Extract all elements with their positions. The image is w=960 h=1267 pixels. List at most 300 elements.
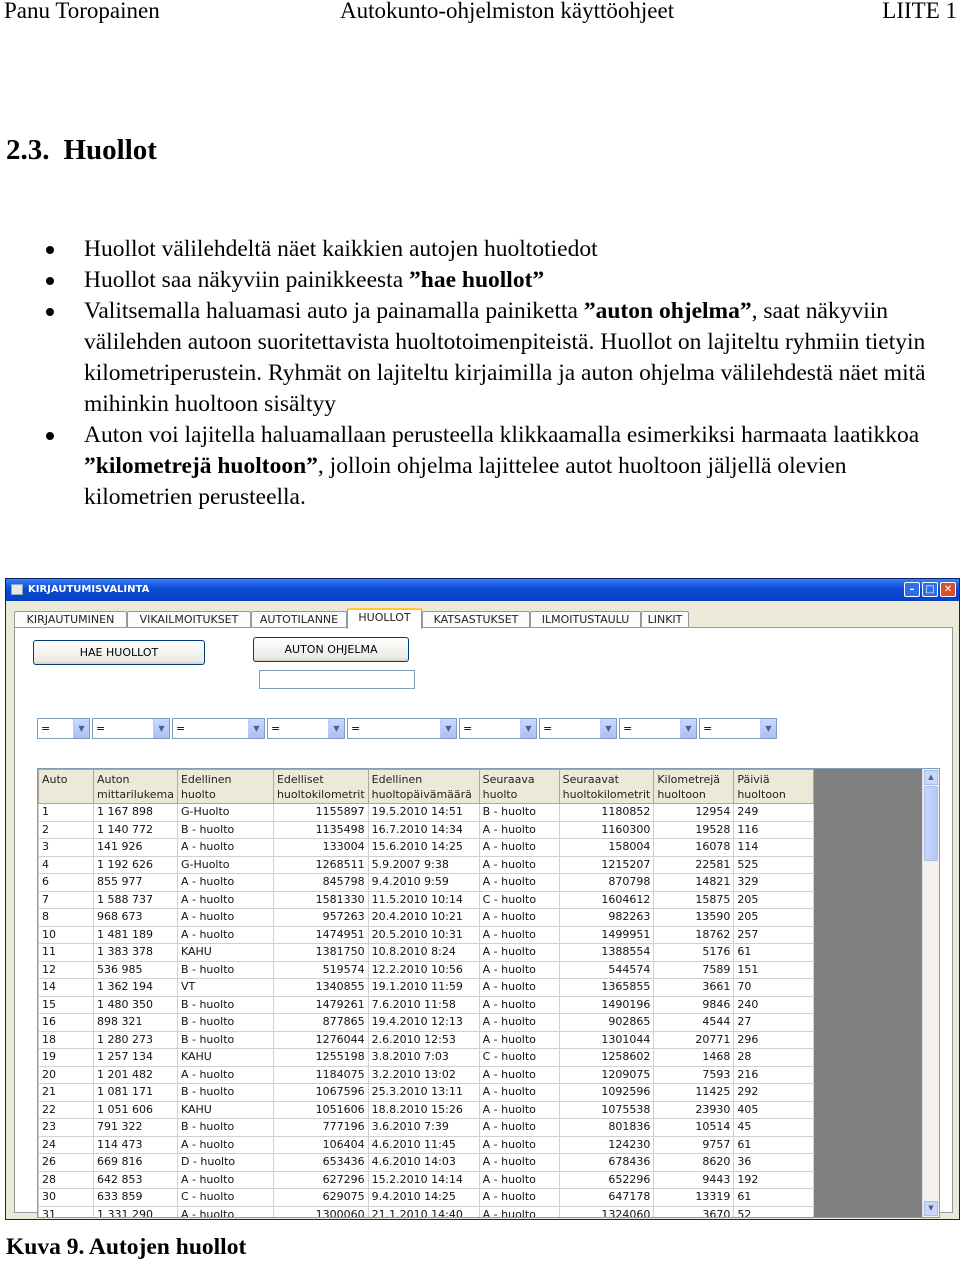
table-row[interactable] — [39, 1136, 814, 1154]
table-cell[interactable]: A - huolto — [177, 909, 273, 927]
table-cell[interactable]: A - huolto — [479, 821, 559, 839]
table-cell[interactable]: 678436 — [559, 1154, 654, 1172]
table-cell[interactable]: 15.6.2010 14:25 — [368, 839, 479, 857]
table-cell[interactable]: 1300060 — [273, 1206, 368, 1218]
table-cell[interactable]: 141 926 — [94, 839, 178, 857]
filter-select[interactable] — [172, 718, 265, 739]
chevron-down-icon[interactable]: ▼ — [248, 719, 264, 738]
table-cell[interactable]: 791 322 — [94, 1119, 178, 1137]
table-cell[interactable]: 1340855 — [273, 979, 368, 997]
tab-kirjautuminen[interactable]: KIRJAUTUMINEN — [14, 611, 127, 628]
table-cell[interactable]: 11.5.2010 10:14 — [368, 891, 479, 909]
table-cell[interactable]: 10 — [39, 926, 94, 944]
table-cell[interactable]: 898 321 — [94, 1014, 178, 1032]
column-header[interactable]: Kilometrejä huoltoon — [654, 770, 734, 804]
table-cell[interactable]: 24 — [39, 1136, 94, 1154]
bullet-item: Valitsemalla haluamasi auto ja painamalla painiketta ”auton ohjelma”, saat näkyviin välilehden autoon suoritettavista huoltotoimenpiteistä. Huollot on lajiteltu ryhmiin tietyin kilometriperustein. Ryhmät on lajiteltu kirjaimilla ja auton ohjelma välilehdestä näet mitä mihinkin huoltoon sisältyy — [0, 296, 960, 420]
table-cell[interactable]: 133004 — [273, 839, 368, 857]
tab-huollot[interactable]: HUOLLOT — [347, 608, 422, 629]
table-cell[interactable]: A - huolto — [177, 874, 273, 892]
chevron-down-icon[interactable]: ▼ — [600, 719, 616, 738]
filter-select[interactable] — [619, 718, 697, 739]
table-cell[interactable]: 296 — [734, 1031, 814, 1049]
table-cell[interactable]: 902865 — [559, 1014, 654, 1032]
close-icon[interactable]: ✕ — [940, 582, 956, 597]
table-cell[interactable]: 2.6.2010 12:53 — [368, 1031, 479, 1049]
table-cell[interactable]: 2 — [39, 821, 94, 839]
bullet-item: Auton voi lajitella haluamallaan perusteella klikkaamalla esimerkiksi harmaata laatikkoa ”kilometrejä huoltoon”, jolloin ohjelma lajittelee autot huoltoon jäljellä olevien kilometrien perusteella. — [0, 420, 960, 513]
table-cell[interactable]: 1135498 — [273, 821, 368, 839]
table-cell[interactable]: A - huolto — [479, 1189, 559, 1207]
table-cell[interactable]: 1255198 — [273, 1049, 368, 1067]
scroll-thumb[interactable] — [924, 786, 938, 861]
table-cell[interactable]: 292 — [734, 1084, 814, 1102]
table-cell[interactable]: A - huolto — [479, 1031, 559, 1049]
bullet-dot — [46, 432, 54, 440]
table-cell[interactable]: 1 — [39, 804, 94, 822]
table-cell[interactable]: 629075 — [273, 1189, 368, 1207]
table-row[interactable] — [39, 1031, 814, 1049]
table-cell[interactable]: 801836 — [559, 1119, 654, 1137]
column-header[interactable]: Päiviä huoltoon — [734, 770, 814, 804]
column-header[interactable]: Auton mittarilukema — [94, 770, 178, 804]
table-cell[interactable]: 257 — [734, 926, 814, 944]
table-cell[interactable]: 9.4.2010 14:25 — [368, 1189, 479, 1207]
table-cell[interactable]: 1 192 626 — [94, 856, 178, 874]
chevron-down-icon[interactable]: ▼ — [73, 719, 89, 738]
table-cell[interactable]: 114 — [734, 839, 814, 857]
chevron-down-icon[interactable]: ▼ — [440, 719, 456, 738]
table-cell[interactable]: VT — [177, 979, 273, 997]
table-cell[interactable]: 1474951 — [273, 926, 368, 944]
table-cell[interactable]: 1184075 — [273, 1066, 368, 1084]
filter-value: = — [41, 722, 51, 735]
table-cell[interactable]: C - huolto — [479, 1049, 559, 1067]
table-cell[interactable]: KAHU — [177, 1049, 273, 1067]
filter-select[interactable] — [267, 718, 345, 739]
header-author: Panu Toropainen — [4, 0, 160, 23]
table-cell[interactable]: G-Huolto — [177, 804, 273, 822]
table-cell[interactable]: B - huolto — [177, 1031, 273, 1049]
table-cell[interactable]: 4 — [39, 856, 94, 874]
table-cell[interactable]: 20 — [39, 1066, 94, 1084]
table-cell[interactable]: 4.6.2010 14:03 — [368, 1154, 479, 1172]
table-cell[interactable]: 1180852 — [559, 804, 654, 822]
table-cell[interactable]: 7.6.2010 11:58 — [368, 996, 479, 1014]
table-row[interactable] — [39, 804, 814, 822]
table-cell[interactable]: A - huolto — [177, 839, 273, 857]
window-title: KIRJAUTUMISVALINTA — [28, 584, 150, 595]
table-cell[interactable]: 3.8.2010 7:03 — [368, 1049, 479, 1067]
table-cell[interactable]: 1067596 — [273, 1084, 368, 1102]
table-cell[interactable]: 11 — [39, 944, 94, 962]
auton-ohjelma-button[interactable]: AUTON OHJELMA — [253, 637, 409, 662]
table-cell[interactable]: 15.2.2010 14:14 — [368, 1171, 479, 1189]
filter-value: = — [703, 722, 713, 735]
chevron-down-icon[interactable]: ▼ — [680, 719, 696, 738]
column-header[interactable]: Edellinen huoltopäivämäärä — [368, 770, 479, 804]
table-cell[interactable]: 1490196 — [559, 996, 654, 1014]
table-cell[interactable]: C - huolto — [479, 891, 559, 909]
table-cell[interactable]: 19.5.2010 14:51 — [368, 804, 479, 822]
filter-select[interactable] — [459, 718, 537, 739]
table-cell[interactable]: 61 — [734, 944, 814, 962]
table-cell[interactable]: A - huolto — [479, 1014, 559, 1032]
table-cell[interactable]: 23 — [39, 1119, 94, 1137]
table-cell[interactable]: 36 — [734, 1154, 814, 1172]
table-cell[interactable]: 20771 — [654, 1031, 734, 1049]
table-cell[interactable]: 647178 — [559, 1189, 654, 1207]
table-cell[interactable]: 14 — [39, 979, 94, 997]
bullet-dot — [46, 277, 54, 285]
table-cell[interactable]: 7589 — [654, 961, 734, 979]
table-cell[interactable]: A - huolto — [479, 1119, 559, 1137]
table-cell[interactable]: 1 201 482 — [94, 1066, 178, 1084]
column-header[interactable]: Edelliset huoltokilometrit — [273, 770, 368, 804]
table-cell[interactable]: 4.6.2010 11:45 — [368, 1136, 479, 1154]
table-cell[interactable]: 1051606 — [273, 1101, 368, 1119]
table-cell[interactable]: 205 — [734, 909, 814, 927]
table-cell[interactable]: 1276044 — [273, 1031, 368, 1049]
tab-ilmoitustaulu[interactable]: ILMOITUSTAULU — [530, 611, 641, 628]
section-heading — [6, 134, 157, 167]
table-cell[interactable]: 519574 — [273, 961, 368, 979]
table-row[interactable] — [39, 1119, 814, 1137]
filter-value: = — [463, 722, 473, 735]
table-cell[interactable]: 13319 — [654, 1189, 734, 1207]
table-cell[interactable]: 653436 — [273, 1154, 368, 1172]
table-cell[interactable]: 777196 — [273, 1119, 368, 1137]
table-cell[interactable]: A - huolto — [479, 1136, 559, 1154]
table-row[interactable] — [39, 1049, 814, 1067]
table-cell[interactable]: 11425 — [654, 1084, 734, 1102]
table-cell[interactable]: 870798 — [559, 874, 654, 892]
table-row[interactable] — [39, 839, 814, 857]
hae-huollot-button[interactable]: HAE HUOLLOT — [33, 640, 205, 665]
table-cell[interactable]: 16.7.2010 14:34 — [368, 821, 479, 839]
table-cell[interactable]: 536 985 — [94, 961, 178, 979]
table-cell[interactable]: A - huolto — [479, 1066, 559, 1084]
table-row[interactable] — [39, 1066, 814, 1084]
table-cell[interactable]: 21.1.2010 14:40 — [368, 1206, 479, 1218]
table-cell[interactable]: 28 — [734, 1049, 814, 1067]
table-row[interactable] — [39, 891, 814, 909]
table-cell[interactable]: 1604612 — [559, 891, 654, 909]
table-cell[interactable]: 1 167 898 — [94, 804, 178, 822]
column-header[interactable]: Seuraavat huoltokilometrit — [559, 770, 654, 804]
table-cell[interactable]: 18.8.2010 15:26 — [368, 1101, 479, 1119]
table-cell[interactable]: 3670 — [654, 1206, 734, 1218]
table-cell[interactable]: 1 480 350 — [94, 996, 178, 1014]
table-row[interactable] — [39, 979, 814, 997]
table-cell[interactable]: 192 — [734, 1171, 814, 1189]
table-cell[interactable]: 13590 — [654, 909, 734, 927]
table-cell[interactable]: 30 — [39, 1189, 94, 1207]
table-cell[interactable]: A - huolto — [479, 1101, 559, 1119]
table-row[interactable] — [39, 856, 814, 874]
table-cell[interactable]: 9.4.2010 9:59 — [368, 874, 479, 892]
table-cell[interactable]: 957263 — [273, 909, 368, 927]
table-cell[interactable]: 19528 — [654, 821, 734, 839]
table-cell[interactable]: 114 473 — [94, 1136, 178, 1154]
table-cell[interactable]: D - huolto — [177, 1154, 273, 1172]
table-cell[interactable]: 544574 — [559, 961, 654, 979]
table-cell[interactable]: 3661 — [654, 979, 734, 997]
figure-caption: Kuva 9. Autojen huollot — [6, 1234, 247, 1260]
huollot-table — [38, 769, 814, 1218]
table-cell[interactable]: 1215207 — [559, 856, 654, 874]
table-cell[interactable]: 652296 — [559, 1171, 654, 1189]
table-row[interactable] — [39, 1189, 814, 1207]
table-cell[interactable]: KAHU — [177, 944, 273, 962]
table-cell[interactable]: 877865 — [273, 1014, 368, 1032]
table-cell[interactable]: 1 362 194 — [94, 979, 178, 997]
table-row[interactable] — [39, 909, 814, 927]
table-cell[interactable]: 16078 — [654, 839, 734, 857]
minimize-icon[interactable]: – — [904, 582, 920, 597]
table-cell[interactable]: 23930 — [654, 1101, 734, 1119]
tab-katsastukset[interactable]: KATSASTUKSET — [422, 611, 530, 628]
table-cell[interactable]: 525 — [734, 856, 814, 874]
app-icon — [11, 584, 23, 595]
table-row[interactable] — [39, 1101, 814, 1119]
table-cell[interactable]: A - huolto — [479, 1084, 559, 1102]
table-cell[interactable]: 845798 — [273, 874, 368, 892]
table-cell[interactable]: 1324060 — [559, 1206, 654, 1218]
scroll-up-icon[interactable]: ▲ — [924, 770, 938, 785]
table-cell[interactable]: A - huolto — [479, 1171, 559, 1189]
table-cell[interactable]: 1499951 — [559, 926, 654, 944]
table-cell[interactable]: 1468 — [654, 1049, 734, 1067]
table-cell[interactable]: 151 — [734, 961, 814, 979]
header-doc-title: Autokunto-ohjelmiston käyttöohjeet — [340, 0, 675, 23]
table-cell[interactable]: 26 — [39, 1154, 94, 1172]
table-cell[interactable]: 9443 — [654, 1171, 734, 1189]
auto-input[interactable] — [259, 670, 415, 689]
tab-linkit[interactable]: LINKIT — [641, 611, 689, 628]
table-cell[interactable]: 25.3.2010 13:11 — [368, 1084, 479, 1102]
table-cell[interactable]: 20.5.2010 10:31 — [368, 926, 479, 944]
table-cell[interactable]: 216 — [734, 1066, 814, 1084]
table-cell[interactable]: 16 — [39, 1014, 94, 1032]
table-cell[interactable]: 205 — [734, 891, 814, 909]
table-cell[interactable]: 19.4.2010 12:13 — [368, 1014, 479, 1032]
table-cell[interactable]: 27 — [734, 1014, 814, 1032]
table-cell[interactable]: 116 — [734, 821, 814, 839]
table-cell[interactable]: 249 — [734, 804, 814, 822]
table-cell[interactable]: 20.4.2010 10:21 — [368, 909, 479, 927]
filter-select[interactable] — [539, 718, 617, 739]
table-cell[interactable]: A - huolto — [479, 1206, 559, 1218]
table-cell[interactable]: 18762 — [654, 926, 734, 944]
table-cell[interactable]: B - huolto — [177, 996, 273, 1014]
table-cell[interactable]: B - huolto — [177, 1014, 273, 1032]
table-cell[interactable]: 31 — [39, 1206, 94, 1218]
table-cell[interactable]: 61 — [734, 1136, 814, 1154]
filter-select[interactable] — [37, 718, 90, 739]
table-cell[interactable]: 12954 — [654, 804, 734, 822]
table-cell[interactable]: 3 — [39, 839, 94, 857]
table-row[interactable] — [39, 1084, 814, 1102]
table-cell[interactable]: 1155897 — [273, 804, 368, 822]
table-cell[interactable]: A - huolto — [479, 839, 559, 857]
table-cell[interactable]: 10.8.2010 8:24 — [368, 944, 479, 962]
table-cell[interactable]: 1365855 — [559, 979, 654, 997]
table-cell[interactable]: 12.2.2010 10:56 — [368, 961, 479, 979]
table-cell[interactable]: 1479261 — [273, 996, 368, 1014]
table-cell[interactable]: A - huolto — [479, 909, 559, 927]
table-cell[interactable]: 9846 — [654, 996, 734, 1014]
table-cell[interactable]: 21 — [39, 1084, 94, 1102]
table-cell[interactable]: 1160300 — [559, 821, 654, 839]
table-cell[interactable]: 1268511 — [273, 856, 368, 874]
table-cell[interactable]: 8620 — [654, 1154, 734, 1172]
table-cell[interactable]: 1209075 — [559, 1066, 654, 1084]
table-cell[interactable]: KAHU — [177, 1101, 273, 1119]
tab-vikailmoitukset[interactable]: VIKAILMOITUKSET — [127, 611, 251, 628]
table-cell[interactable]: 405 — [734, 1101, 814, 1119]
table-cell[interactable]: B - huolto — [177, 821, 273, 839]
table-cell[interactable]: 1388554 — [559, 944, 654, 962]
table-cell[interactable]: A - huolto — [479, 944, 559, 962]
table-cell[interactable]: 10514 — [654, 1119, 734, 1137]
table-cell[interactable]: 1 051 606 — [94, 1101, 178, 1119]
table-cell[interactable]: 3.6.2010 7:39 — [368, 1119, 479, 1137]
table-cell[interactable]: 1 257 134 — [94, 1049, 178, 1067]
table-cell[interactable]: 1381750 — [273, 944, 368, 962]
table-cell[interactable]: 12 — [39, 961, 94, 979]
table-cell[interactable]: 855 977 — [94, 874, 178, 892]
filter-value: = — [543, 722, 553, 735]
table-cell[interactable]: 124230 — [559, 1136, 654, 1154]
filter-select[interactable] — [92, 718, 170, 739]
table-cell[interactable]: 1075538 — [559, 1101, 654, 1119]
table-row[interactable] — [39, 926, 814, 944]
huollot-grid — [37, 768, 940, 1218]
table-cell[interactable]: 19.1.2010 11:59 — [368, 979, 479, 997]
table-row[interactable] — [39, 944, 814, 962]
scroll-down-icon[interactable]: ▼ — [924, 1201, 938, 1216]
column-header[interactable]: Auto — [39, 770, 94, 804]
table-cell[interactable]: 52 — [734, 1206, 814, 1218]
tab-autotilanne[interactable]: AUTOTILANNE — [251, 611, 347, 628]
table-cell[interactable]: 982263 — [559, 909, 654, 927]
table-cell[interactable]: 158004 — [559, 839, 654, 857]
column-header[interactable]: Edellinen huolto — [177, 770, 273, 804]
table-cell[interactable]: 642 853 — [94, 1171, 178, 1189]
table-row[interactable] — [39, 1206, 814, 1218]
table-cell[interactable]: 1301044 — [559, 1031, 654, 1049]
filter-select[interactable] — [347, 718, 457, 739]
chevron-down-icon[interactable]: ▼ — [328, 719, 344, 738]
table-cell[interactable]: 70 — [734, 979, 814, 997]
column-header[interactable]: Seuraava huolto — [479, 770, 559, 804]
table-cell[interactable]: B - huolto — [177, 1084, 273, 1102]
table-cell[interactable]: G-Huolto — [177, 856, 273, 874]
table-cell[interactable]: 61 — [734, 1189, 814, 1207]
table-cell[interactable]: A - huolto — [177, 1066, 273, 1084]
table-cell[interactable]: 15875 — [654, 891, 734, 909]
table-cell[interactable]: A - huolto — [479, 996, 559, 1014]
chevron-down-icon[interactable]: ▼ — [760, 719, 776, 738]
table-cell[interactable]: 627296 — [273, 1171, 368, 1189]
table-cell[interactable]: 1 081 171 — [94, 1084, 178, 1102]
table-cell[interactable]: 1 331 290 — [94, 1206, 178, 1218]
table-cell[interactable]: 106404 — [273, 1136, 368, 1154]
filter-select[interactable] — [699, 718, 777, 739]
table-cell[interactable]: 1 140 772 — [94, 821, 178, 839]
table-cell[interactable]: 5.9.2007 9:38 — [368, 856, 479, 874]
table-cell[interactable]: A - huolto — [479, 856, 559, 874]
table-cell[interactable]: 5176 — [654, 944, 734, 962]
table-cell[interactable]: A - huolto — [177, 926, 273, 944]
table-cell[interactable]: 968 673 — [94, 909, 178, 927]
table-cell[interactable]: B - huolto — [479, 804, 559, 822]
table-row[interactable] — [39, 1154, 814, 1172]
table-cell[interactable]: 9757 — [654, 1136, 734, 1154]
table-cell[interactable]: A - huolto — [479, 961, 559, 979]
table-row[interactable] — [39, 961, 814, 979]
table-cell[interactable]: 7 — [39, 891, 94, 909]
table-cell[interactable]: 240 — [734, 996, 814, 1014]
table-cell[interactable]: 45 — [734, 1119, 814, 1137]
table-cell[interactable]: 1 481 189 — [94, 926, 178, 944]
table-cell[interactable]: A - huolto — [479, 874, 559, 892]
chevron-down-icon[interactable]: ▼ — [153, 719, 169, 738]
table-cell[interactable]: 1 588 737 — [94, 891, 178, 909]
vertical-scrollbar[interactable] — [922, 769, 939, 1217]
table-cell[interactable]: 8 — [39, 909, 94, 927]
table-cell[interactable]: 329 — [734, 874, 814, 892]
table-row[interactable] — [39, 821, 814, 839]
table-cell[interactable]: 3.2.2010 13:02 — [368, 1066, 479, 1084]
table-row[interactable] — [39, 874, 814, 892]
table-cell[interactable]: 1258602 — [559, 1049, 654, 1067]
table-cell[interactable]: 1581330 — [273, 891, 368, 909]
table-cell[interactable]: A - huolto — [479, 1154, 559, 1172]
maximize-icon[interactable]: □ — [922, 582, 938, 597]
table-cell[interactable]: 19 — [39, 1049, 94, 1067]
table-cell[interactable]: 1092596 — [559, 1084, 654, 1102]
table-cell[interactable]: C - huolto — [177, 1189, 273, 1207]
table-cell[interactable]: 18 — [39, 1031, 94, 1049]
table-row[interactable] — [39, 1014, 814, 1032]
table-cell[interactable]: 669 816 — [94, 1154, 178, 1172]
table-cell[interactable]: A - huolto — [177, 1206, 273, 1218]
table-cell[interactable]: 28 — [39, 1171, 94, 1189]
table-cell[interactable]: 633 859 — [94, 1189, 178, 1207]
table-cell[interactable]: 1 280 273 — [94, 1031, 178, 1049]
table-cell[interactable]: 4544 — [654, 1014, 734, 1032]
table-cell[interactable]: 14821 — [654, 874, 734, 892]
table-cell[interactable]: 1 383 378 — [94, 944, 178, 962]
table-cell[interactable]: 22 — [39, 1101, 94, 1119]
table-cell[interactable]: A - huolto — [479, 979, 559, 997]
table-cell[interactable]: 15 — [39, 996, 94, 1014]
table-row[interactable] — [39, 1171, 814, 1189]
table-cell[interactable]: 7593 — [654, 1066, 734, 1084]
table-cell[interactable]: A - huolto — [479, 926, 559, 944]
table-cell[interactable]: A - huolto — [177, 891, 273, 909]
table-cell[interactable]: A - huolto — [177, 1171, 273, 1189]
chevron-down-icon[interactable]: ▼ — [520, 719, 536, 738]
table-cell[interactable]: B - huolto — [177, 1119, 273, 1137]
table-cell[interactable]: B - huolto — [177, 961, 273, 979]
table-row[interactable] — [39, 996, 814, 1014]
table-cell[interactable]: A - huolto — [177, 1136, 273, 1154]
table-cell[interactable]: 6 — [39, 874, 94, 892]
table-cell[interactable]: 22581 — [654, 856, 734, 874]
